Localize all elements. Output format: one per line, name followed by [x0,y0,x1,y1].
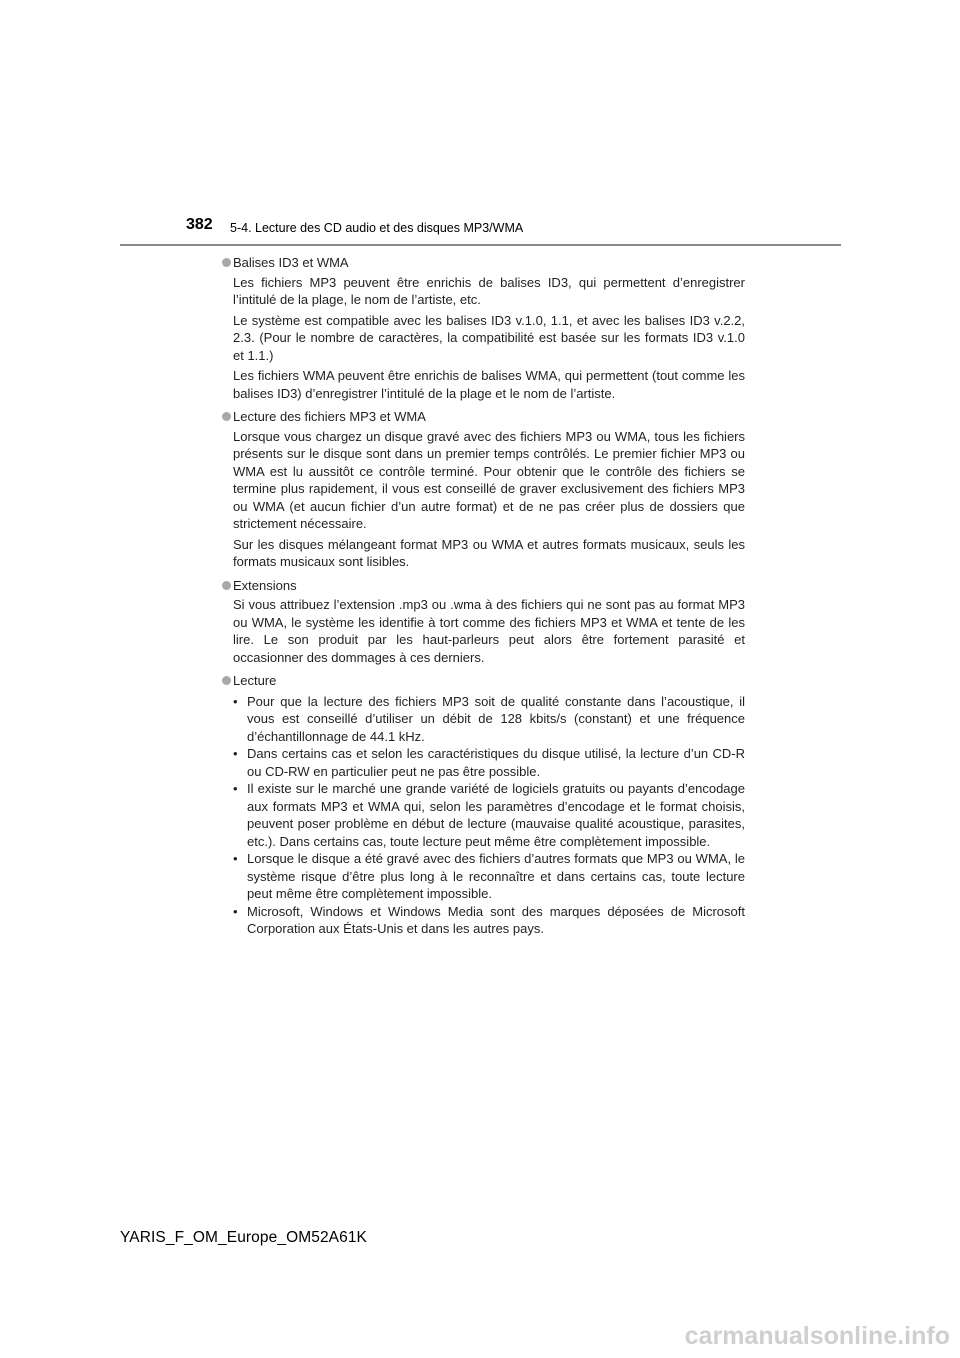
lecture-list [233,693,745,938]
paragraph: Sur les disques mélangeant format MP3 ou WMA et autres formats musicaux, seuls les formats musicaux sont lisibles. [233,536,745,569]
section-heading-extensions [222,577,745,595]
list-item-text: Il existe sur le marché une grande variété de logiciels gratuits ou payants d’encodage aux formats MP3 et WMA qui, selon les paramètres d’encodage et le format choisis, peuvent poser problème en début de lecture (mauvaise qualité acoustique, parasites, etc.). Dans certains cas, toute lecture peut même être complètement impossible. [247,781,745,849]
list-marker: • [233,903,238,919]
section-heading-text: Extensions [233,577,297,593]
list-item-text: Microsoft, Windows et Windows Media sont des marques déposées de Microsoft Corporation aux États-Unis et dans les autres pays. [247,903,745,936]
list-item [233,693,745,746]
section-heading-lecture [222,672,745,690]
section-heading-text: Balises ID3 et WMA [233,255,349,270]
list-item [233,780,745,850]
section-heading-lecture-fichiers [222,408,745,426]
bullet-dot-icon [222,581,231,590]
list-item [233,745,745,780]
list-item-text: Lorsque le disque a été gravé avec des fichiers d’autres formats que MP3 ou WMA, le système risque d’être plus long à le reconnaître et dans certains cas, toute lecture peut même être complètement impossible. [247,851,745,901]
bullet-dot-icon [222,258,231,267]
paragraph: Lorsque vous chargez un disque gravé avec des fichiers MP3 ou WMA, tous les fichiers présents sur le disque sont dans un premier temps contrôlés. Le premier fichier MP3 ou WMA est lu aussitôt ce contrôle terminé. Pour obtenir que le contrôle des fichiers se termine plus rapidement, il vous est conseillé de graver exclusivement des fichiers MP3 ou WMA (et aucun fichier d’un autre format) et de ne pas créer plus de dossiers que strictement nécessaire. [233,428,745,531]
paragraph: Le système est compatible avec les balises ID3 v.1.0, 1.1, et avec les balises ID3 v.2.2, 2.3. (Pour le nombre de caractères, la compatibilité est basée sur les formats ID3 v.1.0 et 1.1.) [233,312,745,363]
bullet-dot-icon [222,676,231,685]
list-marker: • [233,851,238,866]
paragraph: Les fichiers MP3 peuvent être enrichis de balises ID3, qui permettent d’enregistrer l’intitulé de la plage, le nom de l’artiste, etc. [233,274,745,307]
list-item-text: Dans certains cas et selon les caractéristiques du disque utilisé, la lecture d’un CD-R ou CD-RW en particulier peut ne pas être possible. [247,746,745,779]
list-item-text: Pour que la lecture des fichiers MP3 soit de qualité constante dans l’acoustique, il vous est conseillé d’utiliser un débit de 128 kbits/s (constant) et une fréquence d’échantillonnage de 44.1 kHz. [247,693,745,744]
list-marker: • [233,746,238,761]
list-item [233,903,745,938]
section-heading-text: Lecture des fichiers MP3 et WMA [233,409,426,424]
page-number: 382 [186,216,213,233]
section-heading-balises [222,254,745,272]
header-rule [120,244,841,246]
list-marker: • [233,693,238,709]
list-marker: • [233,781,238,796]
bullet-dot-icon [222,412,231,421]
paragraph: Si vous attribuez l’extension .mp3 ou .wma à des fichiers qui ne sont pas au format MP3 ou WMA, le système les identifie à tort comme des fichiers MP3 et WMA et tente de les lire. Le son produit par les haut-parleurs peut alors être fortement parasité et occasionner des dommages à ces derniers. [233,597,745,665]
watermark[interactable]: carmanualsonline.info [684,1322,950,1350]
page-content [222,254,745,938]
section-heading-text: Lecture [233,673,277,688]
footer-document-code: YARIS_F_OM_Europe_OM52A61K [120,1229,367,1246]
list-item [233,850,745,903]
header-title: 5-4. Lecture des CD audio et des disques MP3/WMA [230,221,524,235]
paragraph: Les fichiers WMA peuvent être enrichis de balises WMA, qui permettent (tout comme les balises ID3) d’enregistrer l’intitulé de la plage et le nom de l’artiste. [233,368,745,401]
